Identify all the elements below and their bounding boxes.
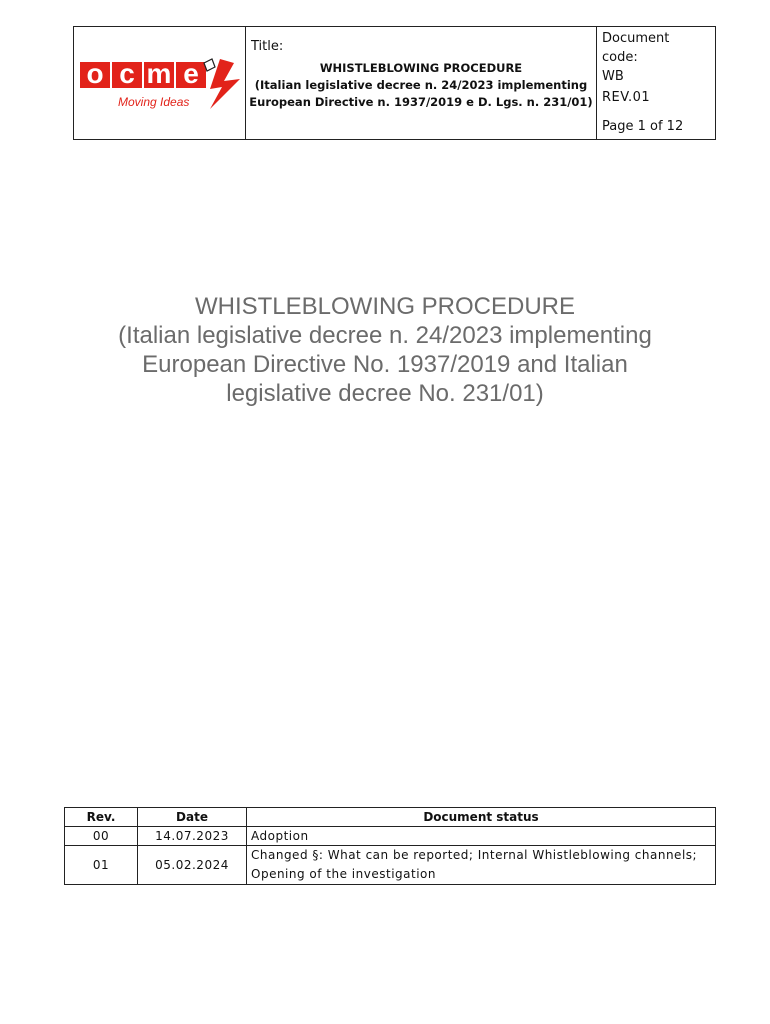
main-title-line: WHISTLEBLOWING PROCEDURE: [194, 293, 576, 320]
title-label: Title:: [251, 39, 284, 54]
document-main-title: [60, 292, 710, 408]
logo-cell: [74, 27, 246, 139]
logo-letter: c: [112, 62, 142, 88]
header-title: [246, 60, 596, 111]
main-title-line: legislative decree No. 231/01): [226, 380, 544, 407]
logo-letter: e: [176, 62, 206, 88]
column-header-status: Document status: [247, 808, 716, 827]
revision-table-header: [65, 808, 716, 827]
table-row: [65, 827, 716, 846]
revision-table: [64, 807, 716, 885]
date-cell: 14.07.2023: [138, 827, 247, 846]
document-code-label-line: code:: [602, 50, 638, 65]
main-title-line: European Directive No. 1937/2019 and Italian: [142, 351, 628, 378]
logo-letter: m: [144, 62, 174, 88]
header-title-line: (Italian legislative decree n. 24/2023 implementing: [254, 78, 588, 92]
title-cell: [246, 27, 597, 139]
column-header-rev: Rev.: [65, 808, 138, 827]
date-cell: 05.02.2024: [138, 846, 247, 885]
header-title-line: European Directive n. 1937/2019 e D. Lgs. n. 231/01): [249, 95, 593, 109]
column-header-date: Date: [138, 808, 247, 827]
lightning-bolt-icon: [200, 57, 244, 109]
rev-cell: 01: [65, 846, 138, 885]
revision-number: REV.01: [602, 90, 651, 105]
status-cell: [247, 846, 716, 885]
status-line: Changed §: What can be reported; Internal Whistleblowing channels;: [251, 848, 698, 862]
logo-tagline: Moving Ideas: [118, 95, 190, 109]
status-cell: Adoption: [247, 827, 716, 846]
status-line: Opening of the investigation: [251, 867, 436, 881]
document-code-label-line: Document: [602, 31, 670, 46]
ocme-logo: [80, 58, 208, 89]
code-cell: [597, 27, 715, 139]
rev-cell: 00: [65, 827, 138, 846]
main-title-line: (Italian legislative decree n. 24/2023 implementing: [118, 322, 652, 349]
page-indicator: Page 1 of 12: [602, 119, 684, 134]
document-code-label: [602, 29, 669, 67]
document-header: [73, 26, 716, 140]
header-title-line: WHISTLEBLOWING PROCEDURE: [319, 61, 523, 75]
table-row: [65, 846, 716, 885]
document-code: WB: [602, 69, 624, 84]
logo-letter: o: [80, 62, 110, 88]
